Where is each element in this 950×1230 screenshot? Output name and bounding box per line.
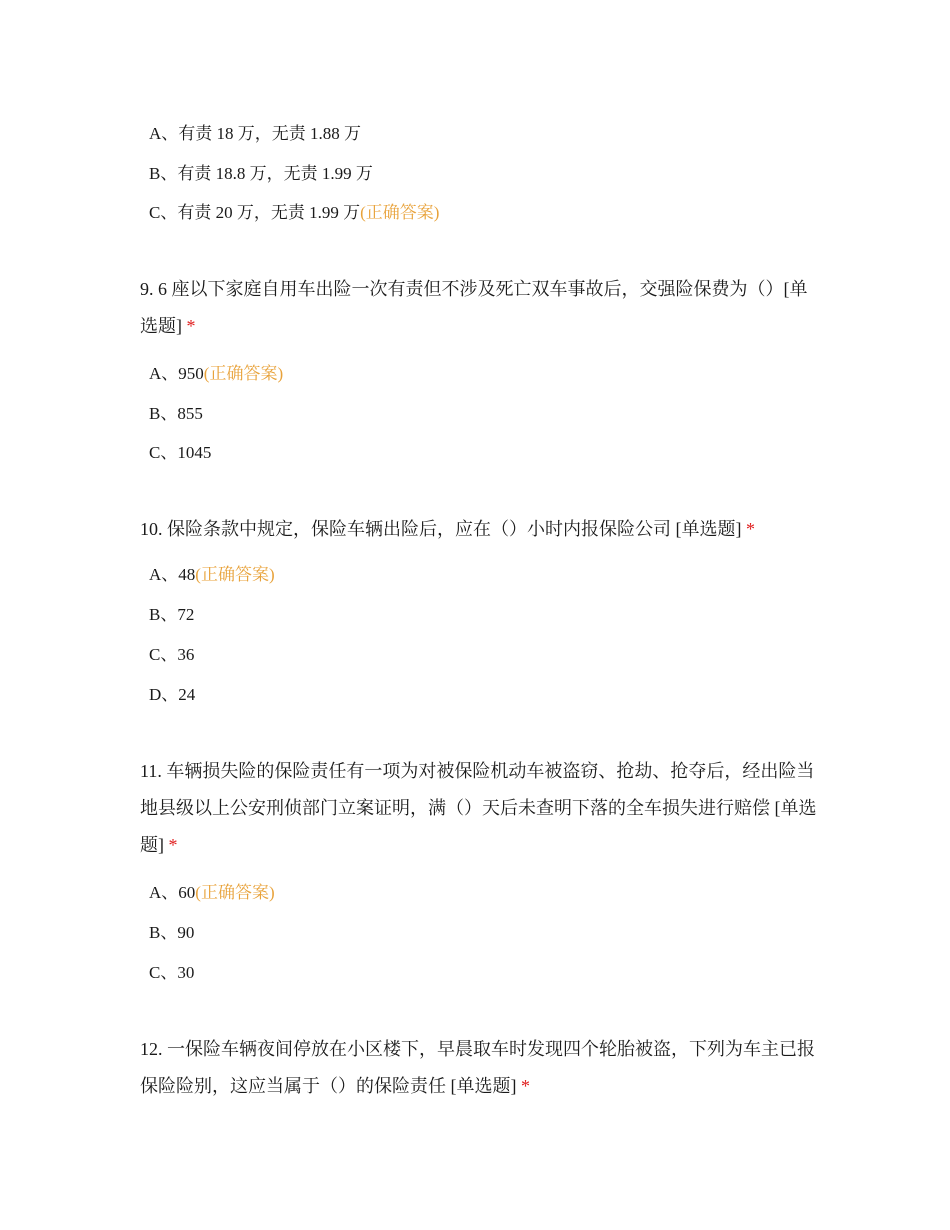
question-11-title: 11. 车辆损失险的保险责任有一项为对被保险机动车被盗窃、抢劫、抢夺后，经出险当地县级以上公安刑侦部门立案证明，满（）天后未查明下落的全车损失进行赔偿 [单选题] *: [140, 761, 817, 855]
correct-answer-tag: (正确答案): [195, 883, 275, 902]
q10-option-d: D、24: [149, 685, 196, 704]
q8-option-b: B、有责 18.8 万，无责 1.99 万: [149, 164, 373, 183]
question-9-title: 9. 6 座以下家庭自用车出险一次有责但不涉及死亡双车事故后，交强险保费为（）[单选题] *: [140, 279, 808, 336]
required-star: *: [168, 835, 178, 855]
correct-answer-tag: (正确答案): [360, 203, 440, 222]
q9-option-b: B、855: [149, 404, 203, 423]
q11-option-a: A、60(正确答案): [149, 883, 275, 902]
q11-option-b: B、90: [149, 923, 195, 942]
q9-option-a: A、950(正确答案): [149, 364, 284, 383]
correct-answer-tag: (正确答案): [195, 565, 275, 584]
required-star: *: [521, 1076, 530, 1096]
q9-option-c: C、1045: [149, 443, 212, 462]
question-12-title: 12. 一保险车辆夜间停放在小区楼下，早晨取车时发现四个轮胎被盗，下列为车主已报保险险别，这应当属于（）的保险责任 [单选题] *: [140, 1039, 815, 1096]
q8-option-a: A、有责 18 万，无责 1.88 万: [149, 124, 362, 143]
required-star: *: [746, 519, 755, 539]
q11-option-c: C、30: [149, 963, 195, 982]
q10-option-a: A、48(正确答案): [149, 565, 275, 584]
correct-answer-tag: (正确答案): [203, 364, 284, 383]
q10-option-c: C、36: [149, 645, 195, 664]
required-star: *: [186, 316, 196, 336]
q10-option-b: B、72: [149, 605, 195, 624]
q8-option-c: C、有责 20 万，无责 1.99 万(正确答案): [149, 203, 440, 222]
question-10-title: 10. 保险条款中规定，保险车辆出险后，应在（）小时内报保险公司 [单选题] *: [140, 519, 755, 539]
